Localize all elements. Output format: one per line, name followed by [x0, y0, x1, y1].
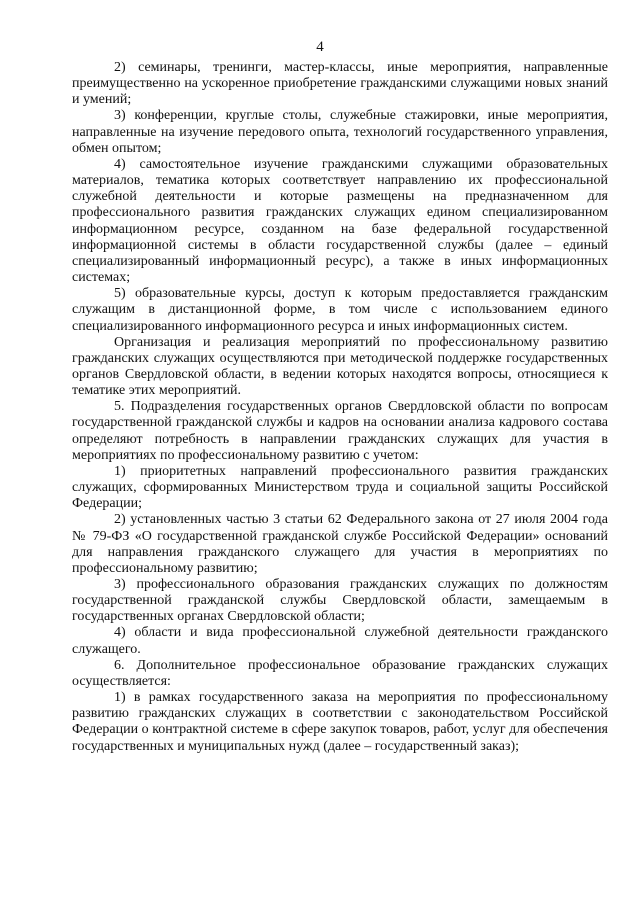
paragraph-item-5-courses: 5) образовательные курсы, доступ к которым предоставляется гражданским служащим в дистанционной форме, в том числе с использованием единого специализированного информационного ресурса и иных информационных систем.: [72, 286, 608, 334]
paragraph-clause-5: 5. Подразделения государственных органов Свердловской области по вопросам государственной гражданской службы и кадров на основании анализа кадрового состава определяют потребность в направлении гражданских служащих для участия в мероприятиях по профессиональному развитию с учетом:: [72, 399, 608, 463]
paragraph-clause-6-item-1: 1) в рамках государственного заказа на мероприятия по профессиональному развитию гражданских служащих в соответствии с законодательством Российской Федерации о контрактной системе в сфере закупок товаров, работ, услуг для обеспечения государственных и муниципальных нужд (далее – государственный заказ);: [72, 690, 608, 754]
paragraph-item-3-conferences: 3) конференции, круглые столы, служебные стажировки, иные мероприятия, направленные на изучение передового опыта, технологий государственного управления, обмен опытом;: [72, 108, 608, 156]
paragraph-clause-5-item-3: 3) профессионального образования гражданских служащих по должностям государственной гражданской службы Свердловской области, замещаемым в государственных органах Свердловской области;: [72, 577, 608, 625]
page-number: 4: [316, 39, 324, 55]
paragraph-clause-5-item-2: 2) установленных частью 3 статьи 62 Федерального закона от 27 июля 2004 года № 79-ФЗ «О государственной гражданской службе Российской Федерации» оснований для направления гражданского служащего для участия в мероприятиях по профессиональному развитию;: [72, 512, 608, 576]
paragraph-item-4-self-study: 4) самостоятельное изучение гражданскими служащими образовательных материалов, тематика которых соответствует направлению их профессиональной служебной деятельности и которые размещены на предназначенном для профессионального развития гражданских служащих едином специализированном информационном ресурсе, созданном на базе федеральной государственной информационной системы в области государственной службы (далее – единый специализированный информационный ресурс), а также в иных информационных системах;: [72, 156, 608, 286]
document-body: [72, 60, 608, 755]
paragraph-clause-6: 6. Дополнительное профессиональное образование гражданских служащих осуществляется:: [72, 657, 608, 689]
paragraph-clause-5-item-1: 1) приоритетных направлений профессионального развития гражданских служащих, сформированных Министерством труда и социальной защиты Российской Федерации;: [72, 463, 608, 512]
paragraph-item-2-seminars: 2) семинары, тренинги, мастер-классы, иные мероприятия, направленные преимущественно на ускоренное приобретение гражданскими служащими новых знаний и умений;: [72, 60, 608, 108]
paragraph-organization: Организация и реализация мероприятий по профессиональному развитию гражданских служащих осуществляются при методической поддержке государственных органов Свердловской области, в ведении которых находятся вопросы, относящиеся к тематике этих мероприятий.: [72, 334, 608, 399]
paragraph-clause-5-item-4: 4) области и вида профессиональной служебной деятельности гражданского служащего.: [72, 625, 608, 657]
